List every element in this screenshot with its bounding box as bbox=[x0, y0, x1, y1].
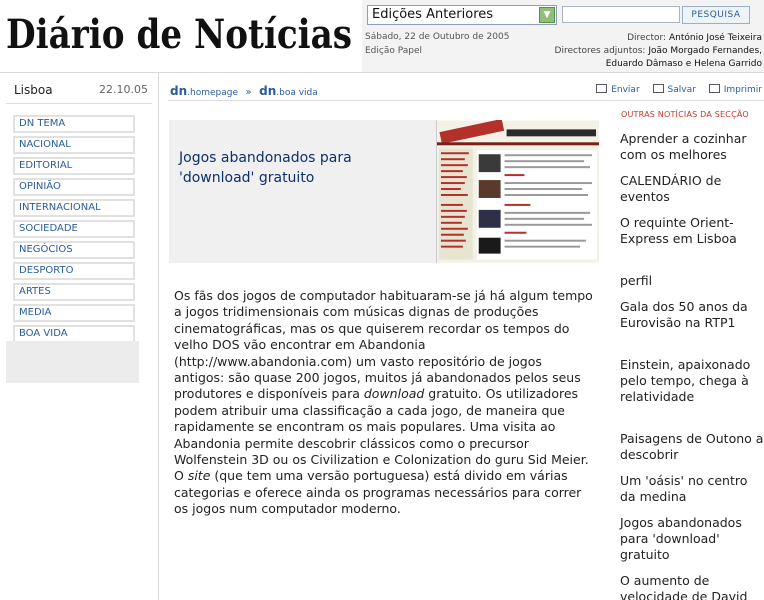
search-button[interactable]: PESQUISA bbox=[682, 6, 750, 24]
deputy-names: João Morgado Fernandes, bbox=[648, 46, 762, 56]
envelope-icon bbox=[596, 84, 607, 93]
save-button[interactable] bbox=[653, 85, 696, 95]
breadcrumb-separator: » bbox=[245, 87, 252, 98]
related-news-link[interactable]: perfil bbox=[620, 273, 653, 288]
send-label: Enviar bbox=[611, 85, 640, 95]
nav-item-media[interactable]: MEDIA bbox=[13, 304, 135, 322]
director-label: Director: bbox=[627, 33, 667, 43]
save-label: Salvar bbox=[667, 85, 696, 95]
nav-item-nacional[interactable]: NACIONAL bbox=[13, 136, 135, 154]
sidebar-divider bbox=[6, 103, 152, 104]
city-label: Lisboa bbox=[14, 83, 53, 97]
editorial-staff bbox=[555, 32, 762, 71]
nav-item-artes[interactable]: ARTES bbox=[13, 283, 135, 301]
main-divider bbox=[168, 100, 764, 101]
article-title: Jogos abandonados para 'download' gratuito bbox=[179, 150, 352, 186]
floppy-icon bbox=[653, 84, 664, 93]
masthead bbox=[0, 0, 764, 72]
city-date: 22.10.05 bbox=[99, 83, 148, 96]
newspaper-logo[interactable] bbox=[4, 4, 356, 60]
column-divider bbox=[158, 73, 159, 600]
edition-label: Edição Papel bbox=[365, 46, 423, 56]
article-body-emphasis: site bbox=[187, 468, 211, 484]
article-body-text: gratuito. Os utilizadores podem atribuir uma classificação a cada jogo, de maneira que rapidamente se encontram os mais populares. Uma visita ao Abandonia permite descobrir clássicos como o precursor Wolfenstein 3D ou os Civilization e Colonization do guru Sid Meier. O bbox=[174, 386, 589, 484]
header-tools bbox=[362, 0, 764, 72]
section-sidebar bbox=[0, 73, 158, 600]
related-news-link[interactable]: O aumento de velocidade de David bbox=[620, 573, 748, 600]
sidebar-placeholder-box bbox=[6, 341, 139, 383]
chevron-down-icon[interactable]: ▼ bbox=[539, 7, 555, 23]
breadcrumb-homepage[interactable] bbox=[170, 85, 238, 98]
related-news-heading: OUTRAS NOTÍCIAS DA SECÇÃO bbox=[621, 110, 749, 119]
related-news-link[interactable]: Gala dos 50 anos da Eurovisão na RTP1 bbox=[620, 299, 748, 330]
breadcrumb bbox=[170, 84, 318, 98]
print-button[interactable] bbox=[709, 85, 762, 95]
breadcrumb-dn-mark: dn bbox=[259, 84, 277, 98]
logo-text: Diário de Notícias bbox=[6, 11, 352, 58]
article-body bbox=[174, 288, 594, 518]
editions-select-value: Edições Anteriores bbox=[372, 7, 494, 22]
related-news-link[interactable]: Um 'oásis' no centro da medina bbox=[620, 473, 748, 504]
nav-item-internacional[interactable]: INTERNACIONAL bbox=[13, 199, 135, 217]
breadcrumb-section[interactable] bbox=[259, 85, 318, 98]
printer-icon bbox=[709, 84, 720, 93]
breadcrumb-homepage-label: .homepage bbox=[187, 88, 238, 98]
related-news-link[interactable]: O requinte Orient-Express em Lisboa bbox=[620, 215, 737, 246]
breadcrumb-dn-mark: dn bbox=[170, 84, 188, 98]
article-body-emphasis: download bbox=[363, 386, 425, 402]
related-news-link[interactable]: Paisagens de Outono a descobrir bbox=[620, 431, 764, 462]
related-news-link[interactable]: Einstein, apaixonado pelo tempo, chega à relatividade bbox=[620, 357, 751, 404]
search-input[interactable] bbox=[562, 6, 680, 23]
director-name: António José Teixeira bbox=[668, 33, 762, 43]
nav-item-boa-vida[interactable]: BOA VIDA bbox=[13, 325, 135, 343]
nav-item-sociedade[interactable]: SOCIEDADE bbox=[13, 220, 135, 238]
send-button[interactable] bbox=[596, 85, 639, 95]
deputy-label: Directores adjuntos: bbox=[554, 46, 646, 56]
nav-item-negocios[interactable]: NEGÓCIOS bbox=[13, 241, 135, 259]
article-actions bbox=[586, 84, 762, 95]
issue-date: Sábado, 22 de Outubro de 2005 bbox=[365, 32, 510, 42]
breadcrumb-section-label: .boa vida bbox=[276, 88, 318, 98]
nav-item-opiniao[interactable]: OPINIÃO bbox=[13, 178, 135, 196]
related-news-link[interactable]: Jogos abandonados para 'download' gratuito bbox=[620, 515, 742, 562]
nav-item-dn-tema[interactable]: DN TEMA bbox=[13, 115, 135, 133]
article-teaser bbox=[169, 120, 599, 263]
article-thumbnail[interactable] bbox=[436, 120, 599, 263]
related-news-link[interactable]: CALENDÁRIO de eventos bbox=[620, 173, 722, 204]
nav-item-desporto[interactable]: DESPORTO bbox=[13, 262, 135, 280]
deputy-names-continued: Eduardo Dâmaso e Helena Garrido bbox=[605, 59, 762, 69]
nav-item-editorial[interactable]: EDITORIAL bbox=[13, 157, 135, 175]
related-news-link[interactable]: Aprender a cozinhar com os melhores bbox=[620, 131, 747, 162]
editions-select[interactable] bbox=[367, 5, 557, 25]
article-body-text: Os fãs dos jogos de computador habituaram-se já há algum tempo a jogos tridimensionais com músicas dignas de produções cinematográficas, mas os que quiserem recordar os tempos do velho DOS vão encontrar em Abandonia (http://www.abandonia.com) um vasto repositório de jogos antigos: são quase 200 jogos, muitos já abandonados pelos seus produtores e disponíveis para bbox=[174, 288, 593, 402]
print-label: Imprimir bbox=[723, 85, 762, 95]
article-body-text: (que tem uma versão portuguesa) está divido em várias categorias e oferece ainda os programas necessários para correr os jogos num computador moderno. bbox=[174, 468, 582, 517]
